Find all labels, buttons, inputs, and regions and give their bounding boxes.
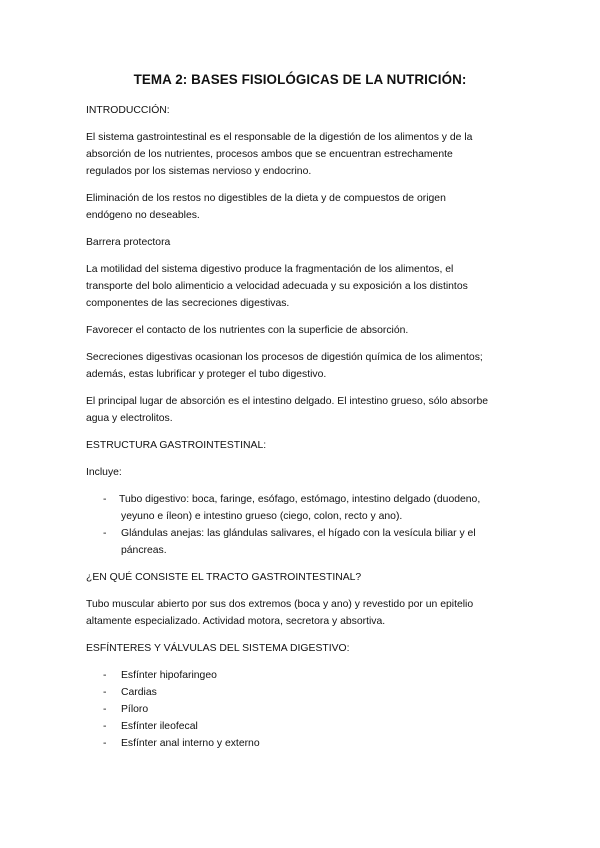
list-dash: - <box>103 704 107 715</box>
paragraph-line: Secreciones digestivas ocasionan los procesos de digestión química de los alimentos; <box>86 352 483 363</box>
section-heading-esfinteres: ESFÍNTERES Y VÁLVULAS DEL SISTEMA DIGESTIVO: <box>86 643 350 654</box>
paragraph-line: Favorecer el contacto de los nutrientes con la superficie de absorción. <box>86 325 409 336</box>
list-dash: - <box>103 528 107 539</box>
paragraph-line: La motilidad del sistema digestivo produce la fragmentación de los alimentos, el <box>86 264 454 275</box>
page-title: TEMA 2: BASES FISIOLÓGICAS DE LA NUTRICIÓN: <box>133 72 467 87</box>
paragraph-line: regulados por los sistemas nervioso y endocrino. <box>86 166 312 177</box>
paragraph-line: Eliminación de los restos no digestibles de la dieta y de compuestos de origen <box>86 193 446 204</box>
list-item-line: yeyuno e íleon) e intestino grueso (ciego, colon, recto y ano). <box>121 511 403 522</box>
list-item-line: páncreas. <box>121 545 167 556</box>
list-item: Esfínter anal interno y externo <box>121 738 260 749</box>
paragraph-line: absorción de los nutrientes, procesos ambos que se encuentran estrechamente <box>86 149 453 160</box>
paragraph-line: agua y electrolitos. <box>86 413 173 424</box>
paragraph-line: Barrera protectora <box>86 237 171 248</box>
list-item: Esfínter ileofecal <box>121 721 198 732</box>
paragraph-line: además, estas lubrificar y proteger el tubo digestivo. <box>86 369 327 380</box>
list-item: Cardias <box>121 687 157 698</box>
list-dash: - <box>103 721 107 732</box>
list-item-line: Tubo digestivo: boca, faringe, esófago, estómago, intestino delgado (duodeno, <box>119 494 481 505</box>
list-dash: - <box>103 738 107 749</box>
paragraph-line: transporte del bolo alimenticio a velocidad adecuada y su exposición a los distintos <box>86 281 468 292</box>
section-heading-estructura: ESTRUCTURA GASTROINTESTINAL: <box>86 440 267 451</box>
list-item: Esfínter hipofaringeo <box>121 670 217 681</box>
list-dash: - <box>103 670 107 681</box>
paragraph-line: altamente especializado. Actividad motora, secretora y absortiva. <box>86 616 386 627</box>
list-item: Píloro <box>121 704 149 715</box>
paragraph-line: Incluye: <box>86 467 122 478</box>
list-item-line: Glándulas anejas: las glándulas salivares, el hígado con la vesícula biliar y el <box>121 528 476 539</box>
list-dash: - <box>103 494 107 505</box>
section-heading-tracto: ¿EN QUÉ CONSISTE EL TRACTO GASTROINTESTINAL? <box>86 572 362 583</box>
paragraph-line: El principal lugar de absorción es el intestino delgado. El intestino grueso, sólo absorbe <box>86 396 489 407</box>
paragraph-line: endógeno no deseables. <box>86 210 200 221</box>
paragraph-line: componentes de las secreciones digestivas. <box>86 298 290 309</box>
paragraph-line: Tubo muscular abierto por sus dos extremos (boca y ano) y revestido por un epitelio <box>86 599 474 610</box>
paragraph-line: El sistema gastrointestinal es el responsable de la digestión de los alimentos y de la <box>86 132 473 143</box>
section-heading-introduccion: INTRODUCCIÓN: <box>86 105 170 116</box>
list-dash: - <box>103 687 107 698</box>
